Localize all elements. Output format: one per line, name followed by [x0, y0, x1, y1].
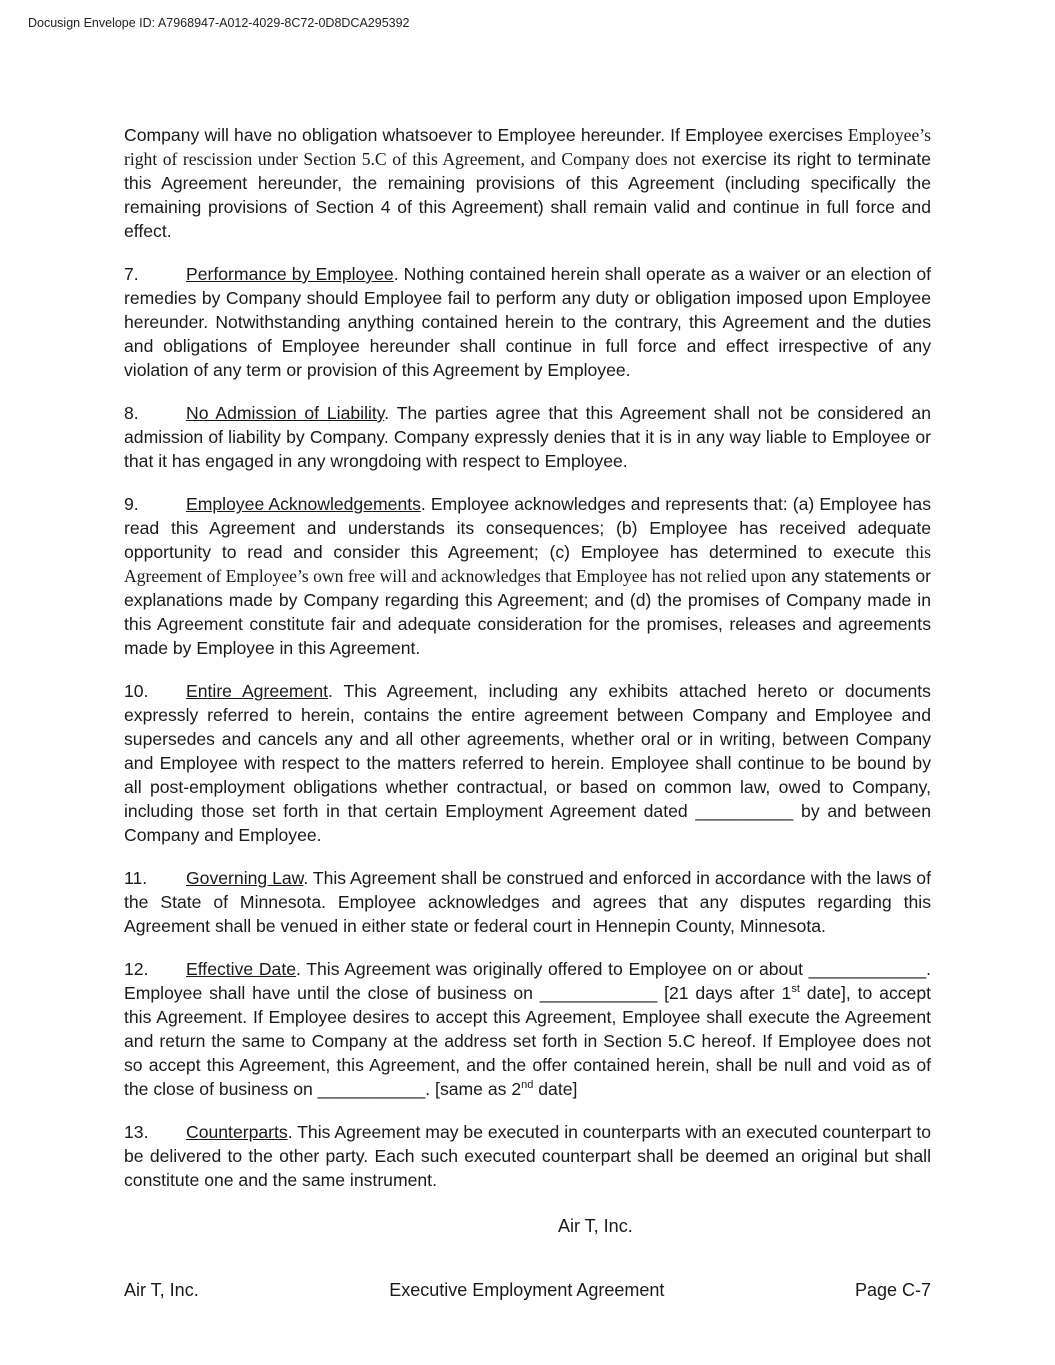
section-12 — [124, 958, 931, 1101]
section-text: . This Agreement, including any exhibits attached hereto or documents expressly referred to herein, contains the entire agreement between Company and Employee and supersedes and cancels any and all other agreements, whether oral or in writing, between Company and Employee with respect to the matters referred to herein. Employee shall continue to be bound by all post-employment obligations whether contractual, or based on common law, owed to Company, including those set forth in that certain Employment Agreement dated __________ by and between Company and Employee. — [124, 681, 931, 845]
paragraph-text: Company will have no obligation whatsoever to Employee hereunder. If Employee exercises — [124, 125, 848, 145]
section-heading: Governing Law — [186, 867, 304, 888]
page-footer — [124, 1280, 931, 1301]
section-text: any statements or explanations made by Company regarding this Agreement; and (d) the promises of Company made in this Agreement constitute fair and adequate consideration for the promises, releases and agreements made by Employee in this Agreement. — [124, 566, 931, 658]
section-10 — [124, 680, 931, 847]
section-heading: No Admission of Liability — [186, 403, 385, 424]
section-text: . This Agreement was originally offered to Employee on or about ____________. Employee shall have until the close of business on ____________ [21 days after 1 — [124, 959, 931, 1004]
section-heading: Employee Acknowledgements — [186, 494, 421, 515]
section-text: date], to accept this Agreement. If Employee desires to accept this Agreement, Employee shall execute the Agreement and return the same to Company at the address set forth in Section 5.C hereof. If Employee does not so accept this Agreement, this Agreement, and the offer contained herein, shall be null and void as of the close of business on ___________. [same as 2 — [124, 983, 931, 1099]
section-text-serif: this Agreement of Employee’s own free will and acknowledges that Employee has not relied upon — [124, 542, 931, 586]
section-text: . Employee acknowledges and represents that: (a) Employee has read this Agreement and understands its consequences; (b) Employee has received adequate opportunity to read and consider this Agreement; (c) Employee has determined to execute — [124, 494, 932, 563]
paragraph-text-serif: Employee’s right of rescission under Section 5.C of this Agreement, and Company does not — [124, 125, 931, 169]
section-number: 9. — [124, 494, 139, 515]
section-7 — [124, 263, 931, 383]
paragraph-continuation — [124, 124, 931, 244]
section-11 — [124, 867, 931, 939]
section-9 — [124, 493, 931, 660]
footer-document-title: Executive Employment Agreement — [389, 1280, 665, 1300]
document-body — [124, 124, 931, 1212]
section-heading: Counterparts — [186, 1122, 288, 1143]
section-text: . The parties agree that this Agreement shall not be considered an admission of liability by Company. Company expressly denies that it is in any way liable to Employee or that it has engaged in any wrongdoing with respect to Employee. — [124, 403, 931, 471]
section-text: date] — [533, 1078, 578, 1099]
section-text: . Nothing contained herein shall operate as a waiver or an election of remedies by Company should Employee fail to perform any duty or obligation imposed upon Employee hereunder. Notwithstanding anything contained herein to the contrary, this Agreement and the duties and obligations of Employee hereunder shall continue in full force and effect irrespective of any violation of any term or provision of this Agreement by Employee. — [124, 264, 931, 380]
superscript: nd — [521, 1078, 534, 1091]
section-number: 13. — [124, 1122, 149, 1143]
section-heading: Performance by Employee — [186, 264, 394, 285]
section-number: 11. — [124, 867, 148, 888]
section-number: 8. — [124, 403, 139, 424]
section-13 — [124, 1121, 931, 1193]
superscript: st — [791, 983, 800, 996]
section-text: . This Agreement shall be construed and enforced in accordance with the laws of the State of Minnesota. Employee acknowledges and agrees that any disputes regarding this Agreement shall be venued in either state or federal court in Hennepin County, Minnesota. — [124, 867, 931, 936]
section-heading: Effective Date — [186, 959, 296, 980]
section-number: 10. — [124, 681, 149, 702]
section-8 — [124, 402, 931, 474]
section-heading: Entire Agreement — [186, 681, 329, 702]
section-number: 7. — [124, 264, 139, 285]
section-number: 12. — [124, 959, 149, 980]
paragraph-text: exercise its right to terminate this Agreement hereunder, the remaining provisions of this Agreement (including specifically the remaining provisions of Section 4 of this Agreement) shall remain valid and continue in full force and effect. — [124, 148, 931, 241]
docusign-envelope-id: Docusign Envelope ID: A7968947-A012-4029-8C72-0D8DCA295392 — [28, 16, 410, 30]
footer-page-number: Page C-7 — [854, 1280, 931, 1300]
footer-company: Air T, Inc. — [124, 1280, 199, 1300]
section-text: . This Agreement may be executed in counterparts with an executed counterpart to be delivered to the other party. Each such executed counterpart shall be deemed an original but shall constitute one and the same instrument. — [124, 1122, 931, 1190]
signature-block-company: Air T, Inc. — [558, 1216, 633, 1236]
